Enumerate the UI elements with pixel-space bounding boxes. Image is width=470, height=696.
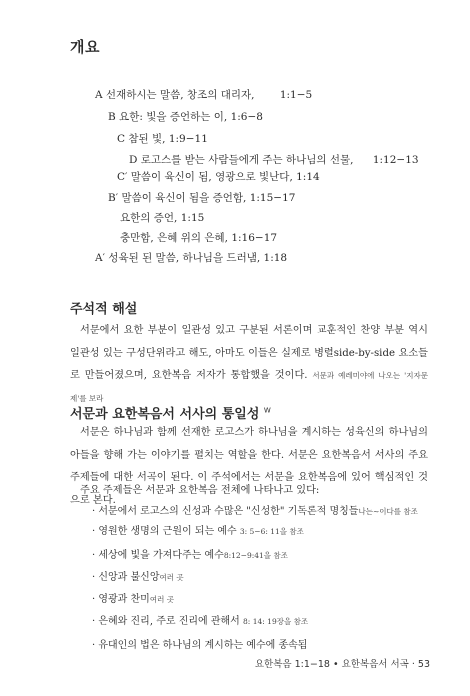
outline-line-b-prime-sub1: 요한의 증언, 1:15 <box>120 212 205 224</box>
list-item: · 은혜와 진리, 주로 진리에 관해서 8: 14: 19장을 참조 <box>92 616 309 627</box>
commentary-paragraph: 서문에서 요한 부분이 일관성 있고 구분된 서론이며 교훈적인 찬양 부분 역시 일관성 있는 구성단위라고 해도, 아마도 이들은 실제로 병렬side-by-side 요소들로 만들어졌으며, 요한복음 저자가 통합했을 것이다. 서문과 예레미야에 나오는 '지자문제'를 보라 <box>70 325 428 403</box>
outline-line-a-prime: A′ 성육된 된 말씀, 하나님을 드러냄, 1:18 <box>95 252 288 264</box>
section-heading-overview: 개요 <box>70 38 100 56</box>
section-heading-unity: 서문과 요한복음서 서사의 통일성 $^W$ <box>70 406 271 422</box>
outline-line-b: B 요한: 빛을 증언하는 이, 1:6−8 <box>108 111 263 123</box>
outline-line-a: A 선재하시는 말씀, 창조의 대리자, 1:1−5 <box>95 89 313 101</box>
outline-line-c-prime: C′ 말씀이 육신이 됨, 영광으로 빛난다, 1:14 <box>117 171 320 183</box>
list-item: · 세상에 빛을 가져다주는 예수8:12−9:41을 참조 <box>92 550 288 561</box>
commentary-note: 서문과 예레미야에 나오는 '지자문제'를 보라 <box>70 371 428 403</box>
outline-line-d: D 로고스를 받는 사람들에게 주는 하나님의 선물, 1:12−13 <box>129 154 419 166</box>
list-item: · 신앙과 불신앙여러 곳 <box>92 572 184 583</box>
list-item: · 영광과 찬미여러 곳 <box>92 594 174 605</box>
list-item: · 유대인의 법은 하나님의 계시하는 예수에 종속됨 <box>92 640 308 651</box>
page-footer: 요한복음 1:1−18 • 요한복음서 서곡 · 53 <box>254 659 430 670</box>
section-heading-commentary: 주석적 해설 <box>70 302 138 317</box>
unity-heading-marker: W <box>263 406 271 415</box>
themes-intro: 주요 주제들은 서문과 요한복음 전체에 나타나고 있다: <box>80 485 320 496</box>
unity-paragraph: 서문은 하나님과 함께 선재한 로고스가 하나님을 계시하는 성육신의 하나님의 아들을 향해 가는 이야기를 펼치는 역할을 한다. 서문은 요한복음서 서사의 주요 주제들에 대한 서곡이 된다. 이 주석에서는 서문을 요한복음에 있어 핵심적인 것으로 본다. <box>70 427 428 506</box>
outline-line-b-prime-sub2: 충만함, 은혜 위의 은혜, 1:16−17 <box>120 232 278 244</box>
outline-line-c: C 참된 빛, 1:9−11 <box>117 133 208 145</box>
list-item: · 서문에서 로고스의 신성과 수많은 "신성한" 기독론적 명칭들나는∼이다를 참조 <box>92 506 418 517</box>
outline-line-b-prime: B′ 말씀이 육신이 됨을 증언함, 1:15−17 <box>108 192 296 204</box>
list-item: · 영원한 생명의 근원이 되는 예수 3: 5−6: 11을 참조 <box>92 526 304 537</box>
